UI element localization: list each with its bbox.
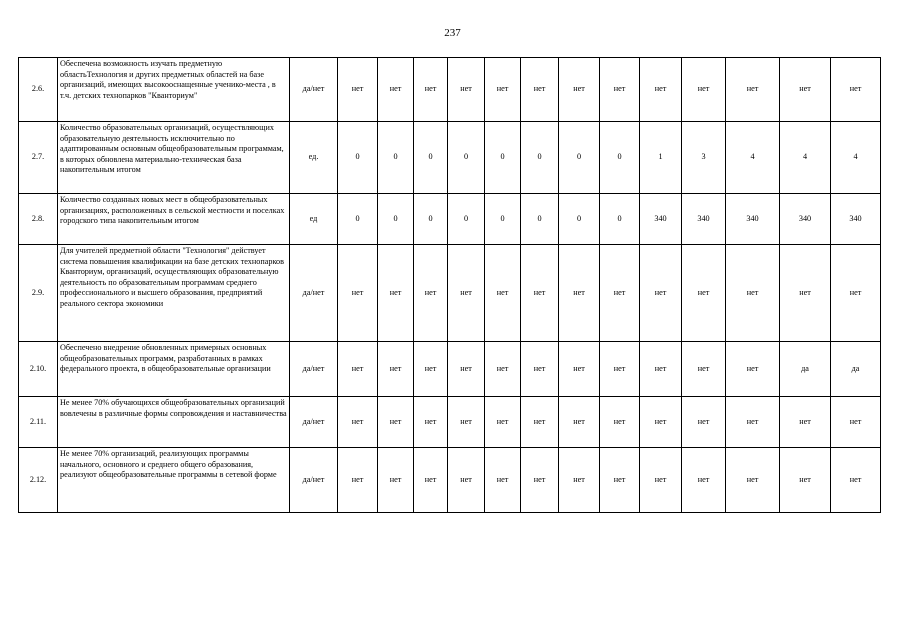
year-value-cell: нет bbox=[378, 58, 414, 122]
year-value-cell: нет bbox=[414, 448, 448, 513]
year-value-cell: нет bbox=[640, 397, 682, 448]
year-value-cell: 0 bbox=[485, 122, 521, 194]
year-value-cell: нет bbox=[640, 342, 682, 397]
year-value-cell: нет bbox=[414, 397, 448, 448]
indicator-description-cell: Не менее 70% обучающихся общеобразовательных организаций вовлечены в различные формы сопровождения и наставничества bbox=[58, 397, 290, 448]
year-value-cell: нет bbox=[726, 397, 780, 448]
year-value-cell: нет bbox=[559, 58, 600, 122]
year-value-cell: нет bbox=[521, 342, 559, 397]
year-value-cell: 340 bbox=[640, 194, 682, 245]
table-row bbox=[19, 397, 881, 448]
year-value-cell: нет bbox=[338, 58, 378, 122]
year-value-cell: 340 bbox=[831, 194, 881, 245]
unit-cell: да/нет bbox=[290, 245, 338, 342]
year-value-cell: нет bbox=[414, 342, 448, 397]
row-number-cell: 2.12. bbox=[19, 448, 58, 513]
year-value-cell: нет bbox=[600, 58, 640, 122]
unit-cell: ед. bbox=[290, 122, 338, 194]
unit-cell: ед bbox=[290, 194, 338, 245]
year-value-cell: 340 bbox=[726, 194, 780, 245]
table-row bbox=[19, 342, 881, 397]
year-value-cell: нет bbox=[831, 397, 881, 448]
indicator-description-cell: Для учителей предметной области "Технология" действует система повышения квалификации на базе детских технопарков Кванториум, организаций, осуществляющих образовательную деятельность по образовательным программам среднего профессионального и высшего образования, предприятий реального сектора экономики bbox=[58, 245, 290, 342]
year-value-cell: 0 bbox=[600, 194, 640, 245]
year-value-cell: 0 bbox=[485, 194, 521, 245]
year-value-cell: нет bbox=[448, 448, 485, 513]
table-row bbox=[19, 58, 881, 122]
year-value-cell: нет bbox=[521, 397, 559, 448]
year-value-cell: нет bbox=[485, 448, 521, 513]
year-value-cell: нет bbox=[600, 245, 640, 342]
indicator-description-cell: Обеспечено внедрение обновленных примерных основных общеобразовательных программ, разработанных в рамках федерального проекта, в общеобразовательные организации bbox=[58, 342, 290, 397]
year-value-cell: нет bbox=[600, 342, 640, 397]
indicator-description-cell: Не менее 70% организаций, реализующих программы начального, основного и среднего общего образования, реализуют общеобразовательные программы в сетевой форме bbox=[58, 448, 290, 513]
year-value-cell: нет bbox=[726, 58, 780, 122]
unit-cell: да/нет bbox=[290, 58, 338, 122]
year-value-cell: нет bbox=[780, 58, 831, 122]
year-value-cell: 0 bbox=[378, 194, 414, 245]
year-value-cell: нет bbox=[378, 448, 414, 513]
page-number: 237 bbox=[444, 27, 461, 39]
year-value-cell: нет bbox=[682, 448, 726, 513]
year-value-cell: нет bbox=[726, 245, 780, 342]
year-value-cell: нет bbox=[831, 245, 881, 342]
year-value-cell: нет bbox=[780, 397, 831, 448]
year-value-cell: нет bbox=[600, 448, 640, 513]
year-value-cell: 4 bbox=[780, 122, 831, 194]
year-value-cell: нет bbox=[378, 397, 414, 448]
indicators-table bbox=[18, 57, 881, 513]
year-value-cell: нет bbox=[831, 448, 881, 513]
year-value-cell: нет bbox=[338, 448, 378, 513]
year-value-cell: нет bbox=[640, 58, 682, 122]
year-value-cell: нет bbox=[414, 245, 448, 342]
year-value-cell: нет bbox=[448, 397, 485, 448]
year-value-cell: нет bbox=[378, 245, 414, 342]
year-value-cell: 0 bbox=[521, 122, 559, 194]
row-number-cell: 2.11. bbox=[19, 397, 58, 448]
year-value-cell: 0 bbox=[338, 194, 378, 245]
year-value-cell: 4 bbox=[726, 122, 780, 194]
year-value-cell: 0 bbox=[338, 122, 378, 194]
table-row bbox=[19, 448, 881, 513]
year-value-cell: нет bbox=[640, 245, 682, 342]
row-number-cell: 2.7. bbox=[19, 122, 58, 194]
year-value-cell: нет bbox=[559, 245, 600, 342]
year-value-cell: нет bbox=[682, 58, 726, 122]
year-value-cell: нет bbox=[559, 342, 600, 397]
year-value-cell: нет bbox=[682, 245, 726, 342]
year-value-cell: нет bbox=[485, 397, 521, 448]
year-value-cell: 0 bbox=[559, 122, 600, 194]
year-value-cell: 0 bbox=[448, 194, 485, 245]
year-value-cell: 3 bbox=[682, 122, 726, 194]
unit-cell: да/нет bbox=[290, 397, 338, 448]
year-value-cell: нет bbox=[338, 245, 378, 342]
year-value-cell: нет bbox=[780, 448, 831, 513]
year-value-cell: нет bbox=[559, 448, 600, 513]
year-value-cell: 0 bbox=[414, 194, 448, 245]
indicator-description-cell: Количество созданных новых мест в общеобразовательных организациях, расположенных в сельской местности и поселках городского типа накопительным итогом bbox=[58, 194, 290, 245]
year-value-cell: нет bbox=[521, 245, 559, 342]
year-value-cell: нет bbox=[640, 448, 682, 513]
year-value-cell: 340 bbox=[682, 194, 726, 245]
year-value-cell: нет bbox=[414, 58, 448, 122]
year-value-cell: нет bbox=[682, 397, 726, 448]
row-number-cell: 2.10. bbox=[19, 342, 58, 397]
year-value-cell: да bbox=[831, 342, 881, 397]
row-number-cell: 2.8. bbox=[19, 194, 58, 245]
year-value-cell: нет bbox=[521, 58, 559, 122]
year-value-cell: 0 bbox=[521, 194, 559, 245]
year-value-cell: 0 bbox=[600, 122, 640, 194]
indicator-description-cell: Обеспечена возможность изучать предметную областьТехнология и других предметных областей на базе организаций, имеющих высокооснащенные ученико-места , в т.ч. детских технопарков "Кванториум" bbox=[58, 58, 290, 122]
year-value-cell: нет bbox=[726, 448, 780, 513]
year-value-cell: нет bbox=[378, 342, 414, 397]
year-value-cell: нет bbox=[521, 448, 559, 513]
year-value-cell: нет bbox=[726, 342, 780, 397]
year-value-cell: 0 bbox=[559, 194, 600, 245]
year-value-cell: 340 bbox=[780, 194, 831, 245]
year-value-cell: нет bbox=[780, 245, 831, 342]
year-value-cell: 0 bbox=[378, 122, 414, 194]
year-value-cell: нет bbox=[338, 342, 378, 397]
year-value-cell: нет bbox=[682, 342, 726, 397]
table-row bbox=[19, 194, 881, 245]
year-value-cell: да bbox=[780, 342, 831, 397]
year-value-cell: нет bbox=[485, 342, 521, 397]
year-value-cell: 1 bbox=[640, 122, 682, 194]
year-value-cell: 4 bbox=[831, 122, 881, 194]
row-number-cell: 2.6. bbox=[19, 58, 58, 122]
unit-cell: да/нет bbox=[290, 448, 338, 513]
table-row bbox=[19, 122, 881, 194]
year-value-cell: нет bbox=[831, 58, 881, 122]
table-row bbox=[19, 245, 881, 342]
unit-cell: да/нет bbox=[290, 342, 338, 397]
year-value-cell: нет bbox=[448, 342, 485, 397]
indicator-description-cell: Количество образовательных организаций, осуществляющих образовательную деятельность исключительно по адаптированным основным общеобразовательным программам, в которых обновлена материально-техническая база накопительным итогом bbox=[58, 122, 290, 194]
year-value-cell: нет bbox=[485, 58, 521, 122]
year-value-cell: нет bbox=[485, 245, 521, 342]
year-value-cell: нет bbox=[559, 397, 600, 448]
row-number-cell: 2.9. bbox=[19, 245, 58, 342]
year-value-cell: нет bbox=[448, 58, 485, 122]
year-value-cell: нет bbox=[338, 397, 378, 448]
year-value-cell: нет bbox=[448, 245, 485, 342]
year-value-cell: 0 bbox=[414, 122, 448, 194]
year-value-cell: нет bbox=[600, 397, 640, 448]
year-value-cell: 0 bbox=[448, 122, 485, 194]
